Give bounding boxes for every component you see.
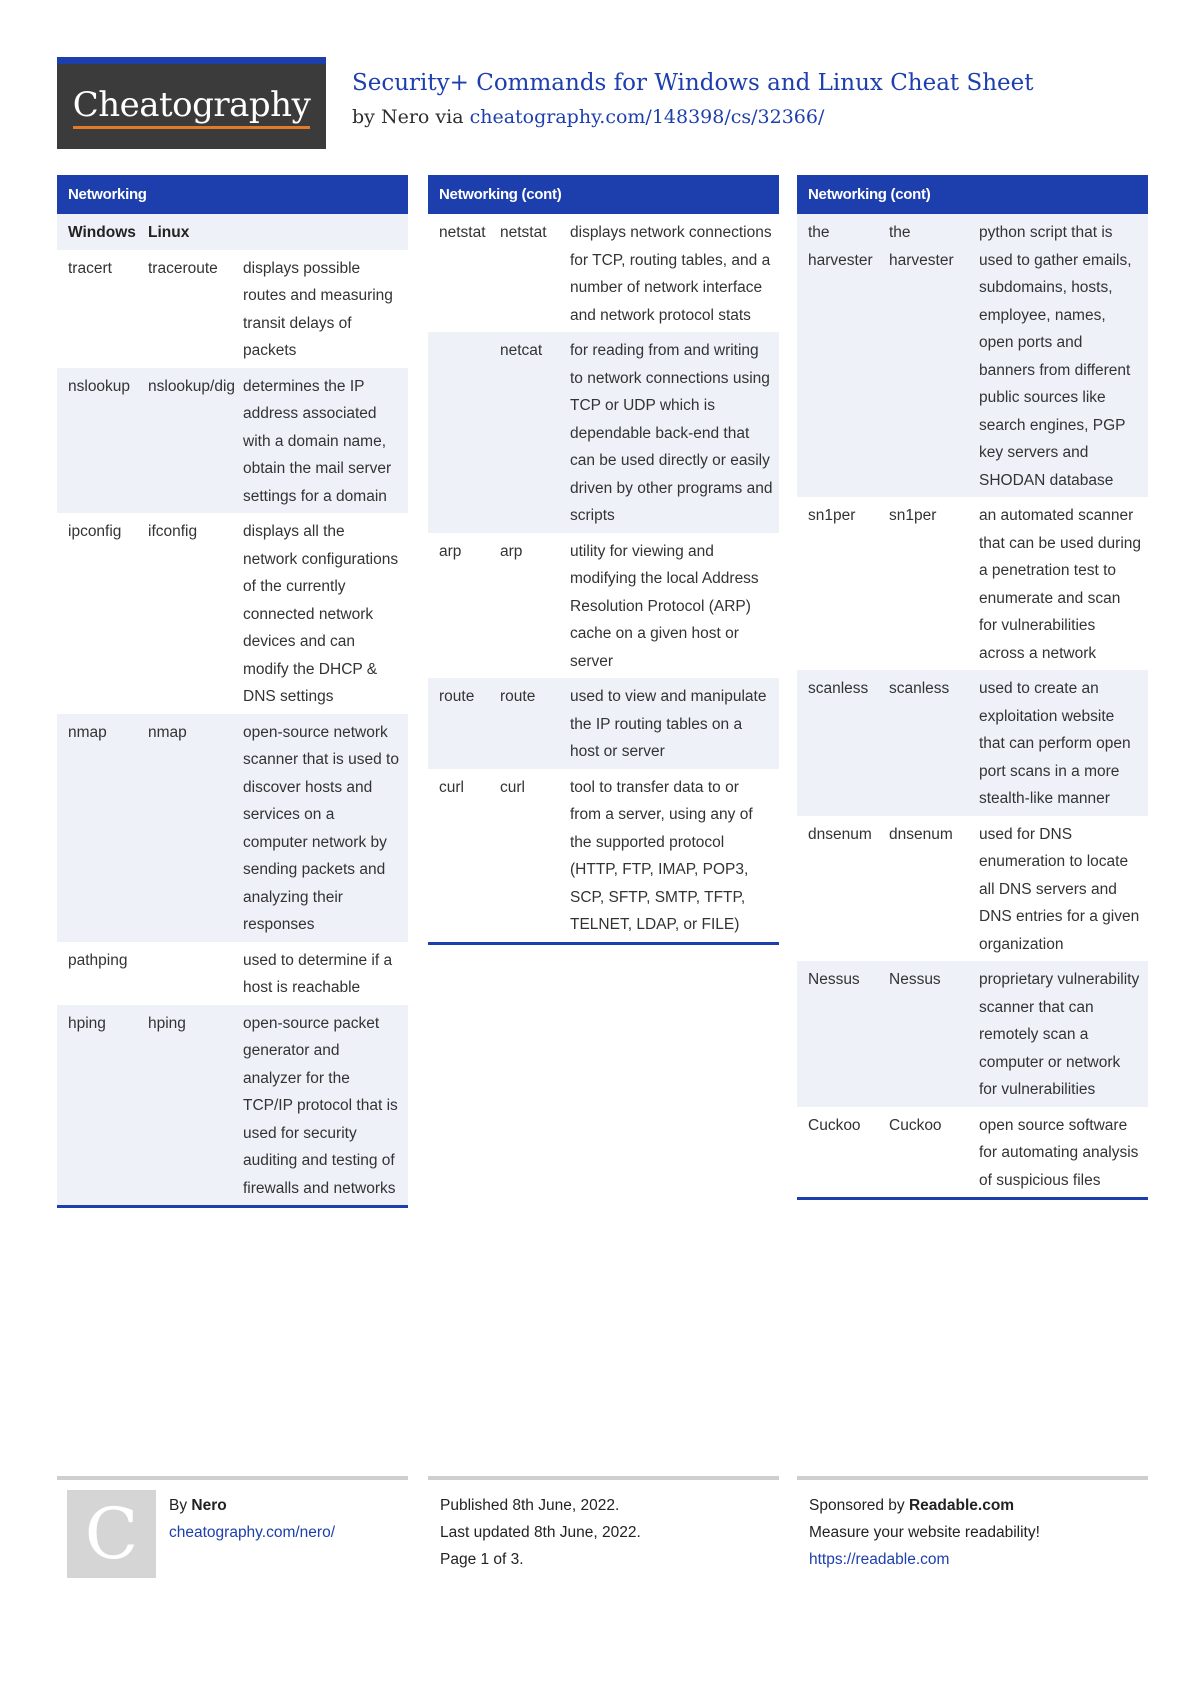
- byline: [352, 106, 824, 128]
- command-description: open-source packet generator and analyzer for the TCP/IP protocol that is used for security auditing and testing of firewalls and networks: [243, 1014, 398, 1197]
- author-profile-link[interactable]: cheatography.com/nero/: [169, 1524, 336, 1541]
- command-description: used to view and manipulate the IP routing tables on a host or server: [570, 688, 767, 760]
- table-row: [428, 769, 779, 942]
- windows-command: Cuckoo: [808, 1116, 861, 1134]
- linux-command: Nessus: [889, 971, 941, 988]
- windows-command: sn1per: [808, 507, 856, 524]
- windows-command: the harvester: [808, 224, 873, 269]
- linux-command: dnsenum: [889, 825, 953, 843]
- column-header-description: [243, 219, 408, 247]
- table-row: [797, 961, 1148, 1107]
- sponsor-tagline: Measure your website readability!: [809, 1524, 1040, 1541]
- command-description: an automated scanner that can be used during a penetration test to enumerate and scan for vulnerabilities across a network: [979, 507, 1142, 662]
- windows-command: route: [439, 688, 475, 705]
- command-description: displays all the network configurations of the currently connected network devices and can modify the DHCP & DNS settings: [243, 523, 399, 705]
- footer-sponsor: [809, 1492, 1040, 1573]
- table-row: [428, 332, 779, 533]
- linux-command: [147, 947, 243, 1002]
- linux-command: netcat: [500, 342, 543, 359]
- command-description: displays possible routes and measuring transit delays of packets: [243, 259, 393, 359]
- windows-command: hping: [68, 1014, 106, 1032]
- table-row: [797, 214, 1148, 497]
- section-networking-cont-2: [797, 175, 1148, 1200]
- byline-via: via: [435, 106, 464, 128]
- section-header: Networking: [57, 175, 408, 214]
- section-table: [428, 214, 779, 945]
- linux-command: traceroute: [148, 259, 218, 277]
- linux-command: scanless: [889, 680, 950, 697]
- table-row: [797, 1107, 1148, 1198]
- table-row: [57, 714, 408, 942]
- windows-command: [428, 337, 499, 530]
- cheatsheet-url-link[interactable]: cheatography.com/148398/cs/32366/: [469, 106, 825, 128]
- section-networking: [57, 175, 408, 1208]
- windows-command: scanless: [808, 680, 869, 697]
- footer-by-label: By: [169, 1497, 188, 1514]
- linux-command: nslookup/dig: [148, 377, 236, 395]
- linux-command: nmap: [148, 723, 187, 741]
- footer-divider: [57, 1476, 408, 1480]
- command-description: for reading from and writing to network connections using TCP or UDP which is dependable back-end that can be used directly or easily driven by other programs and scripts: [570, 342, 773, 524]
- linux-command: netstat: [500, 224, 547, 241]
- linux-command: route: [500, 688, 536, 705]
- windows-command: Nessus: [808, 971, 860, 988]
- section-table: [797, 214, 1148, 1200]
- command-description: used to create an exploitation website that can perform open port scans in a more stealth-like manner: [979, 680, 1131, 807]
- windows-command: netstat: [439, 224, 486, 241]
- footer-publication-info: [440, 1492, 641, 1573]
- command-description: displays network connections for TCP, routing tables, and a number of network interface and network protocol stats: [570, 224, 772, 324]
- command-description: open source software for automating analysis of suspicious files: [979, 1116, 1139, 1189]
- table-row: [797, 670, 1148, 816]
- command-description: used for DNS enumeration to locate all DNS servers and DNS entries for a given organization: [979, 825, 1140, 953]
- command-description: utility for viewing and modifying the local Address Resolution Protocol (ARP) cache on a given host or server: [570, 542, 759, 670]
- command-description: proprietary vulnerability scanner that can remotely scan a computer or network for vulnerabilities: [979, 971, 1140, 1098]
- table-row: [797, 816, 1148, 962]
- byline-author[interactable]: Nero: [380, 106, 430, 128]
- published-date: Published 8th June, 2022.: [440, 1497, 620, 1514]
- sponsored-by-label: Sponsored by: [809, 1497, 905, 1514]
- linux-command: arp: [500, 542, 523, 560]
- linux-command: hping: [148, 1014, 186, 1032]
- last-updated-date: Last updated 8th June, 2022.: [440, 1524, 641, 1541]
- footer-author-name[interactable]: Nero: [191, 1497, 227, 1514]
- sponsor-name[interactable]: Readable.com: [908, 1497, 1015, 1514]
- windows-command: nmap: [68, 723, 107, 741]
- sponsor-link[interactable]: https://readable.com: [809, 1551, 950, 1568]
- cheatography-logo[interactable]: [57, 57, 326, 149]
- linux-command: ifconfig: [148, 523, 198, 540]
- avatar-letter: C: [84, 1493, 139, 1575]
- avatar[interactable]: [67, 1490, 156, 1578]
- windows-command: arp: [439, 542, 462, 560]
- linux-command: sn1per: [889, 507, 937, 524]
- table-row: [57, 942, 408, 1005]
- windows-command: tracert: [68, 259, 112, 277]
- windows-command: pathping: [68, 951, 128, 969]
- command-description: determines the IP address associated with a domain name, obtain the mail server settings for a domain: [243, 377, 392, 505]
- column-header-linux: Linux: [148, 224, 190, 241]
- windows-command: nslookup: [68, 377, 131, 395]
- footer-divider: [428, 1476, 779, 1480]
- table-row: [57, 250, 408, 368]
- table-row: [57, 513, 408, 714]
- linux-command: curl: [500, 778, 525, 796]
- section-table: [57, 214, 408, 1208]
- byline-by: by: [352, 106, 375, 128]
- table-row: [57, 368, 408, 514]
- command-description: used to determine if a host is reachable: [243, 951, 393, 996]
- linux-command: Cuckoo: [889, 1116, 942, 1134]
- page-number: Page 1 of 3.: [440, 1551, 524, 1568]
- table-row: [797, 497, 1148, 670]
- section-header: Networking (cont): [428, 175, 779, 214]
- footer-author-line: [169, 1492, 335, 1519]
- sponsor-line: [809, 1492, 1040, 1519]
- table-row: [428, 214, 779, 332]
- footer-divider: [797, 1476, 1148, 1480]
- windows-command: ipconfig: [68, 523, 122, 540]
- table-row: [428, 678, 779, 769]
- table-header-row: [57, 214, 408, 250]
- command-description: python script that is used to gather emails, subdomains, hosts, employee, names, open ports and banners from different public sources like search engines, PGP key servers and SHODAN database: [979, 224, 1132, 489]
- windows-command: curl: [439, 778, 464, 796]
- linux-command: the harvester: [889, 224, 954, 269]
- table-row: [428, 533, 779, 679]
- section-networking-cont-1: [428, 175, 779, 945]
- footer-author: [169, 1492, 335, 1546]
- column-header-windows: Windows: [68, 224, 136, 241]
- logo-text: Cheatography: [73, 85, 311, 129]
- command-description: open-source network scanner that is used to discover hosts and services on a computer network by sending packets and analyzing their responses: [243, 723, 399, 933]
- command-description: tool to transfer data to or from a server, using any of the supported protocol (HTTP, FTP, IMAP, POP3, SCP, SFTP, SMTP, TFTP, TELNET, LDAP, or FILE): [570, 778, 753, 933]
- section-header: Networking (cont): [797, 175, 1148, 214]
- windows-command: dnsenum: [808, 825, 872, 843]
- page-title: Security+ Commands for Windows and Linux Cheat Sheet: [352, 70, 1034, 96]
- table-row: [57, 1005, 408, 1206]
